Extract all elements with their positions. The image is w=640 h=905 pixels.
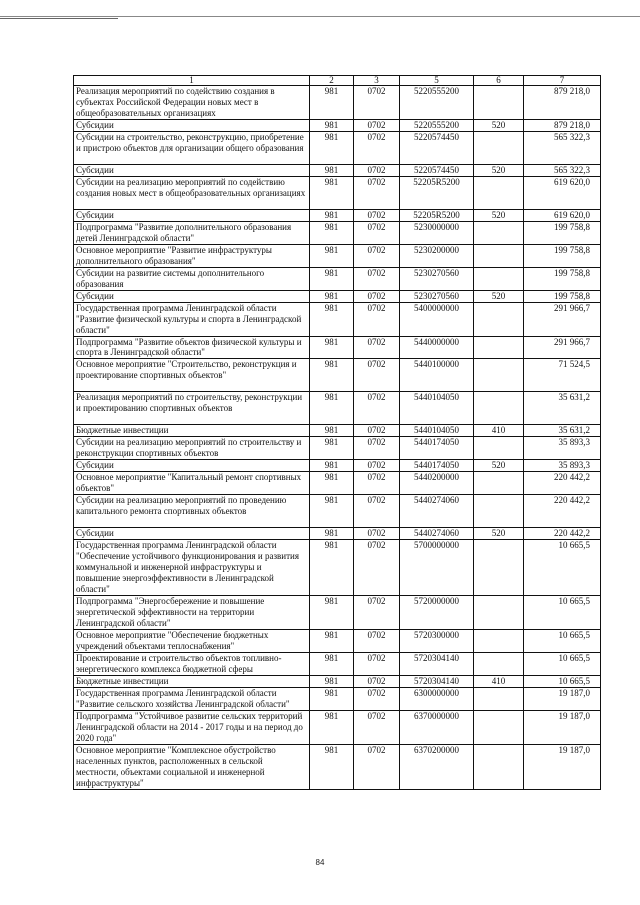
page-number: 84 bbox=[315, 858, 325, 867]
row-name-cell: Реализация мероприятий по содействию создания в субъектах Российской Федерации новых мест в общеобразовательных организациях bbox=[74, 86, 310, 120]
row-amount-cell: 19 187,0 bbox=[524, 744, 601, 789]
column-header: 3 bbox=[354, 76, 400, 86]
row-amount-cell: 879 218,0 bbox=[524, 86, 601, 120]
row-code-cell: 981 bbox=[310, 425, 354, 437]
row-target-article-cell: 6370000000 bbox=[400, 710, 474, 744]
table-row bbox=[74, 528, 601, 540]
row-amount-cell: 199 758,8 bbox=[524, 221, 601, 244]
row-target-article-cell: 5220574450 bbox=[400, 164, 474, 176]
row-code-cell: 981 bbox=[310, 244, 354, 267]
table-row bbox=[74, 267, 601, 290]
row-section-cell: 0702 bbox=[354, 652, 400, 675]
row-target-article-cell: 6370200000 bbox=[400, 744, 474, 789]
table-row bbox=[74, 290, 601, 302]
row-expense-type-cell bbox=[474, 652, 524, 675]
table-row bbox=[74, 425, 601, 437]
row-amount-cell: 619 620,0 bbox=[524, 176, 601, 209]
row-target-article-cell: 5440200000 bbox=[400, 472, 474, 495]
row-code-cell: 981 bbox=[310, 86, 354, 120]
row-section-cell: 0702 bbox=[354, 267, 400, 290]
row-target-article-cell: 5230270560 bbox=[400, 290, 474, 302]
row-name-cell: Основное мероприятие "Комплексное обустройство населенных пунктов, расположенных в сельской местности, объектами социальной и инженерной инфраструктуры" bbox=[74, 744, 310, 789]
row-expense-type-cell bbox=[474, 267, 524, 290]
row-expense-type-cell bbox=[474, 336, 524, 359]
top-border-line-short bbox=[0, 18, 118, 19]
column-header: 7 bbox=[524, 76, 601, 86]
row-name-cell: Основное мероприятие "Обеспечение бюджетных учреждений объектами теплоснабжения" bbox=[74, 629, 310, 652]
row-section-cell: 0702 bbox=[354, 495, 400, 528]
row-name-cell: Подпрограмма "Развитие дополнительного образования детей Ленинградской области" bbox=[74, 221, 310, 244]
row-code-cell: 981 bbox=[310, 209, 354, 221]
row-target-article-cell: 5440174050 bbox=[400, 460, 474, 472]
row-section-cell: 0702 bbox=[354, 302, 400, 336]
table-row bbox=[74, 244, 601, 267]
row-section-cell: 0702 bbox=[354, 86, 400, 120]
row-target-article-cell: 5220555200 bbox=[400, 86, 474, 120]
row-target-article-cell: 5720304140 bbox=[400, 652, 474, 675]
table-row bbox=[74, 119, 601, 131]
row-amount-cell: 35 893,3 bbox=[524, 437, 601, 460]
row-section-cell: 0702 bbox=[354, 131, 400, 164]
row-target-article-cell: 5400000000 bbox=[400, 302, 474, 336]
row-expense-type-cell bbox=[474, 687, 524, 710]
row-name-cell: Субсидии bbox=[74, 119, 310, 131]
row-expense-type-cell bbox=[474, 392, 524, 425]
table-row bbox=[74, 744, 601, 789]
row-name-cell: Подпрограмма "Устойчивое развитие сельских территорий Ленинградской области на 2014 - 2017 годы и на период до 2020 года" bbox=[74, 710, 310, 744]
row-name-cell: Основное мероприятие "Строительство, реконструкция и проектирование спортивных объектов" bbox=[74, 359, 310, 392]
table-row bbox=[74, 460, 601, 472]
row-target-article-cell: 5440274060 bbox=[400, 495, 474, 528]
row-code-cell: 981 bbox=[310, 302, 354, 336]
row-target-article-cell: 5230270560 bbox=[400, 267, 474, 290]
row-target-article-cell: 6300000000 bbox=[400, 687, 474, 710]
row-code-cell: 981 bbox=[310, 336, 354, 359]
row-section-cell: 0702 bbox=[354, 460, 400, 472]
table-row bbox=[74, 86, 601, 120]
column-header: 6 bbox=[474, 76, 524, 86]
row-section-cell: 0702 bbox=[354, 425, 400, 437]
row-name-cell: Основное мероприятие "Капитальный ремонт спортивных объектов" bbox=[74, 472, 310, 495]
row-code-cell: 981 bbox=[310, 176, 354, 209]
row-target-article-cell: 5440100000 bbox=[400, 359, 474, 392]
row-amount-cell: 220 442,2 bbox=[524, 495, 601, 528]
row-expense-type-cell bbox=[474, 221, 524, 244]
row-name-cell: Субсидии на реализацию мероприятий по проведению капитального ремонта спортивных объектов bbox=[74, 495, 310, 528]
row-section-cell: 0702 bbox=[354, 687, 400, 710]
table-row bbox=[74, 164, 601, 176]
table-row bbox=[74, 437, 601, 460]
row-amount-cell: 199 758,8 bbox=[524, 244, 601, 267]
row-target-article-cell: 5230200000 bbox=[400, 244, 474, 267]
row-section-cell: 0702 bbox=[354, 176, 400, 209]
table-header-row bbox=[74, 76, 601, 86]
row-expense-type-cell bbox=[474, 744, 524, 789]
row-expense-type-cell: 520 bbox=[474, 460, 524, 472]
row-code-cell: 981 bbox=[310, 221, 354, 244]
row-code-cell: 981 bbox=[310, 267, 354, 290]
row-section-cell: 0702 bbox=[354, 119, 400, 131]
row-code-cell: 981 bbox=[310, 131, 354, 164]
top-border-line bbox=[0, 16, 640, 17]
row-amount-cell: 291 966,7 bbox=[524, 336, 601, 359]
row-expense-type-cell: 520 bbox=[474, 209, 524, 221]
table-row bbox=[74, 336, 601, 359]
row-name-cell: Основное мероприятие "Развитие инфраструктуры дополнительного образования" bbox=[74, 244, 310, 267]
table-row bbox=[74, 540, 601, 596]
row-section-cell: 0702 bbox=[354, 359, 400, 392]
row-section-cell: 0702 bbox=[354, 244, 400, 267]
row-target-article-cell: 5220574450 bbox=[400, 131, 474, 164]
table-row bbox=[74, 221, 601, 244]
row-amount-cell: 619 620,0 bbox=[524, 209, 601, 221]
row-code-cell: 981 bbox=[310, 164, 354, 176]
row-section-cell: 0702 bbox=[354, 221, 400, 244]
table-row bbox=[74, 209, 601, 221]
row-name-cell: Государственная программа Ленинградской области "Развитие физической культуры и спорта в Ленинградской области" bbox=[74, 302, 310, 336]
row-name-cell: Проектирование и строительство объектов топливно-энергетического комплекса бюджетной сферы bbox=[74, 652, 310, 675]
row-amount-cell: 10 665,5 bbox=[524, 675, 601, 687]
table-row bbox=[74, 652, 601, 675]
row-expense-type-cell bbox=[474, 540, 524, 596]
row-code-cell: 981 bbox=[310, 119, 354, 131]
row-expense-type-cell bbox=[474, 359, 524, 392]
row-code-cell: 981 bbox=[310, 629, 354, 652]
row-name-cell: Субсидии на строительство, реконструкцию, приобретение и пристрою объектов для организации общего образования bbox=[74, 131, 310, 164]
row-expense-type-cell: 410 bbox=[474, 675, 524, 687]
row-code-cell: 981 bbox=[310, 652, 354, 675]
row-name-cell: Субсидии bbox=[74, 290, 310, 302]
table-row bbox=[74, 596, 601, 630]
budget-table bbox=[73, 75, 601, 790]
row-amount-cell: 35 631,2 bbox=[524, 425, 601, 437]
row-amount-cell: 10 665,5 bbox=[524, 596, 601, 630]
row-section-cell: 0702 bbox=[354, 336, 400, 359]
table-row bbox=[74, 710, 601, 744]
row-section-cell: 0702 bbox=[354, 472, 400, 495]
row-amount-cell: 565 322,3 bbox=[524, 131, 601, 164]
table-row bbox=[74, 392, 601, 425]
row-expense-type-cell bbox=[474, 710, 524, 744]
row-expense-type-cell bbox=[474, 629, 524, 652]
row-amount-cell: 220 442,2 bbox=[524, 528, 601, 540]
row-expense-type-cell: 520 bbox=[474, 528, 524, 540]
row-target-article-cell: 5720300000 bbox=[400, 629, 474, 652]
row-expense-type-cell bbox=[474, 437, 524, 460]
row-section-cell: 0702 bbox=[354, 710, 400, 744]
row-name-cell: Субсидии на развитие системы дополнительного образования bbox=[74, 267, 310, 290]
row-code-cell: 981 bbox=[310, 392, 354, 425]
row-section-cell: 0702 bbox=[354, 629, 400, 652]
budget-table-body bbox=[74, 76, 601, 790]
row-section-cell: 0702 bbox=[354, 675, 400, 687]
row-target-article-cell: 5440274060 bbox=[400, 528, 474, 540]
row-code-cell: 981 bbox=[310, 359, 354, 392]
row-amount-cell: 220 442,2 bbox=[524, 472, 601, 495]
row-amount-cell: 19 187,0 bbox=[524, 710, 601, 744]
row-code-cell: 981 bbox=[310, 540, 354, 596]
row-code-cell: 981 bbox=[310, 596, 354, 630]
row-amount-cell: 291 966,7 bbox=[524, 302, 601, 336]
row-amount-cell: 565 322,3 bbox=[524, 164, 601, 176]
row-expense-type-cell: 520 bbox=[474, 119, 524, 131]
row-code-cell: 981 bbox=[310, 290, 354, 302]
table-row bbox=[74, 629, 601, 652]
row-name-cell: Подпрограмма "Развитие объектов физической культуры и спорта в Ленинградской области" bbox=[74, 336, 310, 359]
table-row bbox=[74, 495, 601, 528]
row-name-cell: Субсидии на реализацию мероприятий по содействию создания новых мест в общеобразовательных организациях bbox=[74, 176, 310, 209]
column-header: 2 bbox=[310, 76, 354, 86]
row-amount-cell: 10 665,5 bbox=[524, 629, 601, 652]
row-name-cell: Государственная программа Ленинградской области "Обеспечение устойчивого функционирования и развития коммунальной и инженерной инфраструктуры и повышение энергоэффективности в Ленинградской области" bbox=[74, 540, 310, 596]
row-target-article-cell: 5220555200 bbox=[400, 119, 474, 131]
row-target-article-cell: 5440000000 bbox=[400, 336, 474, 359]
row-name-cell: Подпрограмма "Энергосбережение и повышение энергетической эффективности на территории Ленинградской области" bbox=[74, 596, 310, 630]
row-expense-type-cell bbox=[474, 86, 524, 120]
row-target-article-cell: 5230000000 bbox=[400, 221, 474, 244]
row-code-cell: 981 bbox=[310, 437, 354, 460]
row-section-cell: 0702 bbox=[354, 540, 400, 596]
row-expense-type-cell: 410 bbox=[474, 425, 524, 437]
row-name-cell: Субсидии bbox=[74, 164, 310, 176]
row-code-cell: 981 bbox=[310, 710, 354, 744]
row-section-cell: 0702 bbox=[354, 528, 400, 540]
row-expense-type-cell bbox=[474, 176, 524, 209]
row-name-cell: Бюджетные инвестиции bbox=[74, 675, 310, 687]
row-code-cell: 981 bbox=[310, 744, 354, 789]
row-target-article-cell: 5440104050 bbox=[400, 425, 474, 437]
row-code-cell: 981 bbox=[310, 675, 354, 687]
row-target-article-cell: 52205R5200 bbox=[400, 209, 474, 221]
row-name-cell: Субсидии bbox=[74, 460, 310, 472]
table-row bbox=[74, 472, 601, 495]
row-name-cell: Субсидии на реализацию мероприятий по строительству и реконструкции спортивных объектов bbox=[74, 437, 310, 460]
row-target-article-cell: 5440174050 bbox=[400, 437, 474, 460]
row-amount-cell: 35 631,2 bbox=[524, 392, 601, 425]
row-amount-cell: 19 187,0 bbox=[524, 687, 601, 710]
row-expense-type-cell: 520 bbox=[474, 290, 524, 302]
row-target-article-cell: 5700000000 bbox=[400, 540, 474, 596]
column-header: 1 bbox=[74, 76, 310, 86]
row-expense-type-cell bbox=[474, 131, 524, 164]
row-code-cell: 981 bbox=[310, 495, 354, 528]
row-expense-type-cell bbox=[474, 596, 524, 630]
row-name-cell: Субсидии bbox=[74, 528, 310, 540]
row-amount-cell: 199 758,8 bbox=[524, 267, 601, 290]
row-section-cell: 0702 bbox=[354, 392, 400, 425]
row-code-cell: 981 bbox=[310, 687, 354, 710]
column-header: 5 bbox=[400, 76, 474, 86]
row-amount-cell: 199 758,8 bbox=[524, 290, 601, 302]
row-expense-type-cell bbox=[474, 495, 524, 528]
row-amount-cell: 35 893,3 bbox=[524, 460, 601, 472]
row-name-cell: Субсидии bbox=[74, 209, 310, 221]
table-row bbox=[74, 675, 601, 687]
row-amount-cell: 879 218,0 bbox=[524, 119, 601, 131]
table-row bbox=[74, 359, 601, 392]
table-row bbox=[74, 302, 601, 336]
row-code-cell: 981 bbox=[310, 472, 354, 495]
table-row bbox=[74, 687, 601, 710]
row-amount-cell: 10 665,5 bbox=[524, 652, 601, 675]
row-target-article-cell: 5720304140 bbox=[400, 675, 474, 687]
row-name-cell: Бюджетные инвестиции bbox=[74, 425, 310, 437]
row-code-cell: 981 bbox=[310, 460, 354, 472]
row-section-cell: 0702 bbox=[354, 437, 400, 460]
row-section-cell: 0702 bbox=[354, 290, 400, 302]
row-amount-cell: 10 665,5 bbox=[524, 540, 601, 596]
row-section-cell: 0702 bbox=[354, 164, 400, 176]
row-amount-cell: 71 524,5 bbox=[524, 359, 601, 392]
row-target-article-cell: 5720000000 bbox=[400, 596, 474, 630]
row-expense-type-cell: 520 bbox=[474, 164, 524, 176]
row-expense-type-cell bbox=[474, 302, 524, 336]
row-section-cell: 0702 bbox=[354, 744, 400, 789]
row-target-article-cell: 52205R5200 bbox=[400, 176, 474, 209]
row-section-cell: 0702 bbox=[354, 209, 400, 221]
row-section-cell: 0702 bbox=[354, 596, 400, 630]
row-target-article-cell: 5440104050 bbox=[400, 392, 474, 425]
table-row bbox=[74, 131, 601, 164]
row-code-cell: 981 bbox=[310, 528, 354, 540]
row-expense-type-cell bbox=[474, 472, 524, 495]
table-row bbox=[74, 176, 601, 209]
row-name-cell: Государственная программа Ленинградской области "Развитие сельского хозяйства Ленинградской области" bbox=[74, 687, 310, 710]
row-name-cell: Реализация мероприятий по строительству, реконструкции и проектированию спортивных объектов bbox=[74, 392, 310, 425]
row-expense-type-cell bbox=[474, 244, 524, 267]
